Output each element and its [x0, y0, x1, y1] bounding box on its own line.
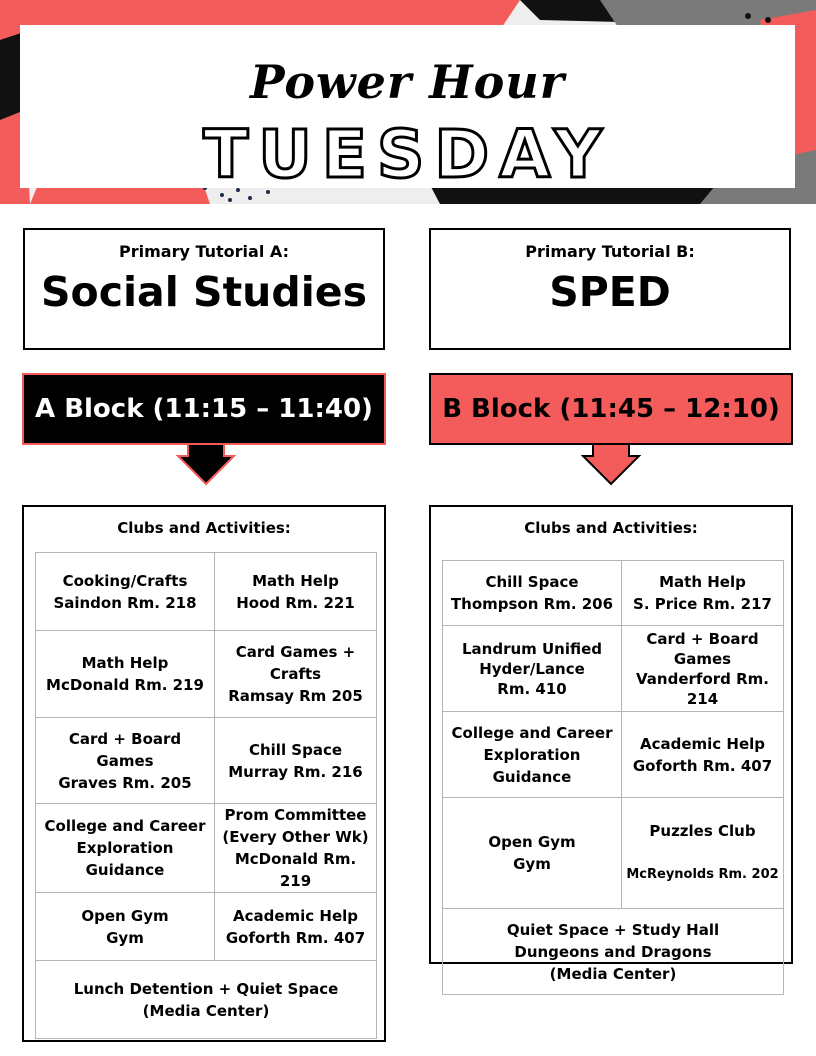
b-block-arrow-icon — [581, 444, 641, 486]
table-row — [443, 798, 784, 909]
tutorial-a-label: Primary Tutorial A: — [119, 242, 289, 261]
activity-cell: Quiet Space + Study Hall Dungeons and Dragons (Media Center) — [443, 909, 784, 995]
table-row — [36, 893, 377, 961]
page-day-title: TUESDAY — [203, 116, 612, 193]
a-block-arrow-icon — [176, 444, 236, 486]
tutorial-b-subject: SPED — [549, 268, 671, 316]
table-row — [36, 553, 377, 631]
activity-cell: Math Help McDonald Rm. 219 — [36, 631, 215, 718]
b-block-bar: B Block (11:45 – 12:10) — [429, 373, 793, 445]
b-activities-box — [429, 505, 793, 983]
table-row — [443, 909, 784, 995]
activity-cell — [622, 798, 784, 909]
table-row — [36, 961, 377, 1039]
table-row — [36, 718, 377, 804]
activity-cell: Open Gym Gym — [36, 893, 215, 961]
activity-cell: Open Gym Gym — [443, 798, 622, 909]
activity-cell: Card + Board Games Vanderford Rm. 214 — [622, 626, 784, 712]
tutorial-a-subject: Social Studies — [41, 268, 367, 316]
table-row — [443, 626, 784, 712]
activity-cell: College and Career Exploration Guidance — [36, 804, 215, 893]
title-box — [20, 25, 795, 193]
activity-cell: Math Help Hood Rm. 221 — [215, 553, 377, 631]
a-activities-table — [35, 552, 377, 1039]
tutorial-b-box — [429, 228, 791, 350]
activity-cell: Chill Space Thompson Rm. 206 — [443, 561, 622, 626]
activity-cell: Academic Help Goforth Rm. 407 — [622, 712, 784, 798]
a-activities-title: Clubs and Activities: — [117, 519, 291, 537]
activity-cell: Landrum Unified Hyder/Lance Rm. 410 — [443, 626, 622, 712]
activity-cell: Academic Help Goforth Rm. 407 — [215, 893, 377, 961]
activity-cell: College and Career Exploration Guidance — [443, 712, 622, 798]
table-row — [443, 712, 784, 798]
a-block-bar: A Block (11:15 – 11:40) — [22, 373, 386, 445]
activity-cell: Math Help S. Price Rm. 217 — [622, 561, 784, 626]
table-row — [443, 561, 784, 626]
activity-name: Puzzles Club — [649, 822, 756, 840]
a-activities-box — [22, 505, 386, 1042]
activity-cell: Prom Committee (Every Other Wk) McDonald Rm. 219 — [215, 804, 377, 893]
table-row — [36, 631, 377, 718]
activity-cell: Cooking/Crafts Saindon Rm. 218 — [36, 553, 215, 631]
b-activities-table — [442, 560, 784, 995]
tutorial-a-box — [23, 228, 385, 350]
activity-cell: Chill Space Murray Rm. 216 — [215, 718, 377, 804]
activity-location: McReynolds Rm. 202 — [626, 867, 779, 882]
table-row — [36, 804, 377, 893]
tutorial-b-label: Primary Tutorial B: — [525, 242, 695, 261]
b-activities-title: Clubs and Activities: — [524, 519, 698, 537]
activity-cell: Lunch Detention + Quiet Space (Media Center) — [36, 961, 377, 1039]
activity-cell: Card + Board Games Graves Rm. 205 — [36, 718, 215, 804]
page-script-title: Power Hour — [250, 55, 565, 109]
activity-cell: Card Games + Crafts Ramsay Rm 205 — [215, 631, 377, 718]
